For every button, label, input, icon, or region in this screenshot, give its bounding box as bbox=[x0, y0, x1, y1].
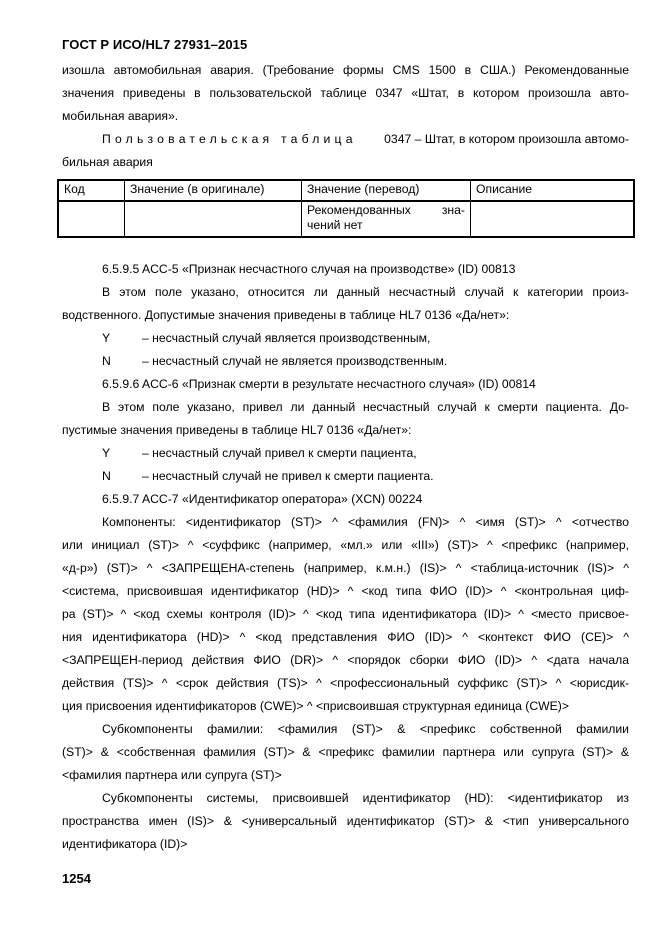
components-line: Компоненты: <идентификатор (ST)> ^ <фамилия (FN)> ^ <имя (ST)> ^ <отчество bbox=[102, 515, 629, 529]
paragraph-line: В этом поле указано, привел ли данный несчастный случай к смерти пациента. До- bbox=[102, 400, 629, 414]
system-subcomponents-line: Субкомпоненты системы, присвоившей идентификатор (HD): <идентификатор из bbox=[102, 791, 629, 805]
components-line: ция присвоения идентификаторов (CWE)> ^ <присвоившая структурная единица (CWE)> bbox=[62, 699, 569, 713]
table-cell-translation-line: Рекомендованных зна- bbox=[307, 203, 465, 217]
surname-subcomponents-line: Субкомпоненты фамилии: <фамилия (ST)> & <префикс собственной фамилии bbox=[102, 722, 629, 736]
value-code: Y bbox=[102, 331, 111, 345]
value-description: – несчастный случай не привел к смерти пациента. bbox=[142, 469, 434, 483]
surname-subcomponents-line: <фамилия партнера или супруга (ST)> bbox=[62, 768, 282, 782]
value-code: N bbox=[102, 469, 111, 483]
table-row bbox=[58, 201, 634, 237]
table-cell-original bbox=[125, 201, 302, 237]
value-code: N bbox=[102, 354, 111, 368]
table-caption-line: бильная авария bbox=[62, 155, 153, 169]
paragraph-line: пустимые значения приведены в таблице HL7 0136 «Да/нет»: bbox=[62, 423, 412, 437]
components-line: «д-р») (ST)> ^ <ЗАПРЕЩЕНА-степень (например, к.м.н.) (IS)> ^ <таблица-источник (IS)> ^ bbox=[62, 561, 629, 575]
value-description: – несчастный случай привел к смерти пациента, bbox=[142, 446, 417, 460]
table-cell-translation bbox=[302, 201, 471, 237]
value-code: Y bbox=[102, 446, 111, 460]
section-heading: 6.5.9.6 ACC-6 «Признак смерти в результате несчастного случая» (ID) 00814 bbox=[102, 377, 536, 391]
table-header-cell: Значение (перевод) bbox=[302, 180, 471, 201]
table-caption bbox=[102, 132, 629, 147]
table-header-row bbox=[58, 180, 634, 201]
paragraph-line: В этом поле указано, относится ли данный несчастный случай к категории произ- bbox=[102, 285, 629, 299]
section-heading: 6.5.9.7 ACC-7 «Идентификатор оператора» (XCN) 00224 bbox=[102, 492, 423, 506]
table-caption-label: Пользовательская таблица bbox=[102, 132, 357, 146]
system-subcomponents-line: пространства имен (IS)> & <универсальный идентификатор (ST)> & <тип универсального bbox=[62, 814, 629, 828]
table-cell-description bbox=[471, 201, 635, 237]
section-heading: 6.5.9.5 ACC-5 «Признак несчастного случая на производстве» (ID) 00813 bbox=[102, 262, 516, 276]
surname-subcomponents-line: (ST)> & <собственная фамилия (ST)> & <префикс фамилии партнера или супруга (ST)> & bbox=[62, 745, 629, 759]
intro-line: значения приведены в пользовательской таблице 0347 «Штат, в котором произошла авто- bbox=[62, 86, 629, 100]
user-table-0347 bbox=[57, 179, 635, 238]
table-cell-translation-line: чений нет bbox=[307, 218, 363, 232]
components-line: <система, присвоившая идентификатор (HD)> ^ <код типа ФИО (ID)> ^ <контрольная циф- bbox=[62, 584, 629, 598]
components-line: или инициал (ST)> ^ <суффикс (например, «мл.» или «III») (ST)> ^ <префикс (например, bbox=[62, 538, 629, 552]
components-line: <ЗАПРЕЩЕН-период действия ФИО (DR)> ^ <порядок сборки ФИО (ID)> ^ <дата начала bbox=[62, 653, 629, 667]
table-header-cell: Код bbox=[58, 180, 125, 201]
system-subcomponents-line: идентификатора (ID)> bbox=[62, 837, 188, 851]
paragraph-line: водственного. Допустимые значения приведены в таблице HL7 0136 «Да/нет»: bbox=[62, 308, 510, 322]
components-line: ния идентификатора (HD)> ^ <код представления ФИО (ID)> ^ <контекст ФИО (CE)> ^ bbox=[62, 630, 629, 644]
table-header-cell: Значение (в оригинале) bbox=[125, 180, 302, 201]
intro-line: изошла автомобильная авария. (Требование формы CMS 1500 в США.) Рекомендованные bbox=[62, 63, 629, 77]
table-caption-text: 0347 – Штат, в котором произошла автомо- bbox=[384, 132, 629, 146]
intro-line: мобильная авария». bbox=[62, 109, 179, 123]
table-cell-code bbox=[58, 201, 125, 237]
components-line: ра (ST)> ^ <код схемы контроля (ID)> ^ <код типа идентификатора (ID)> ^ <место присвое- bbox=[62, 607, 629, 621]
value-description: – несчастный случай является производственным, bbox=[142, 331, 431, 345]
table-header-cell: Описание bbox=[471, 180, 635, 201]
document-header: ГОСТ Р ИСО/HL7 27931–2015 bbox=[62, 37, 248, 52]
components-line: действия (TS)> ^ <срок действия (TS)> ^ <профессиональный суффикс (ST)> ^ <юрисдик- bbox=[62, 676, 629, 690]
value-description: – несчастный случай не является производственным. bbox=[142, 354, 448, 368]
page-number: 1254 bbox=[62, 871, 91, 886]
